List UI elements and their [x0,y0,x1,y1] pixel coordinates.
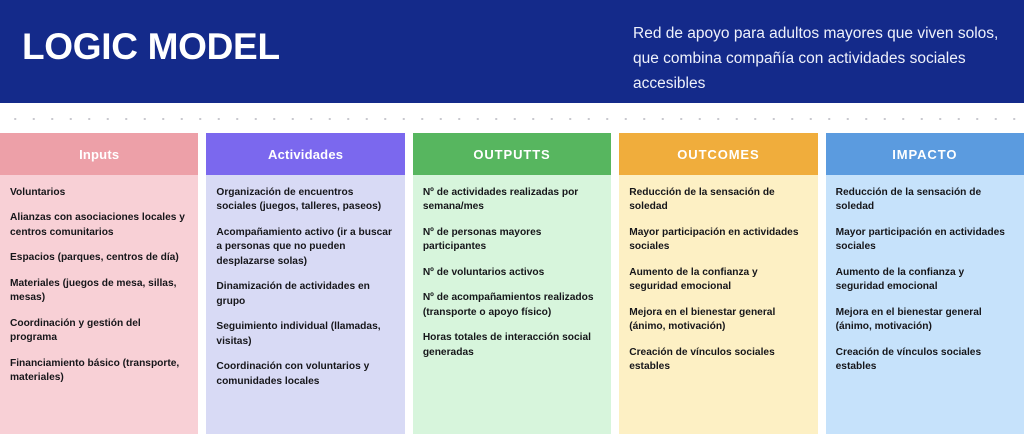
column-outputts [413,133,611,434]
list-item: Mayor participación en actividades sociales [835,226,1005,253]
column-body-actividades [206,175,404,434]
list-item: Acompañamiento activo (ir a buscar a personas que no pueden desplazarse solas) [216,226,392,267]
column-outcomes [619,133,817,434]
list-item: Organización de encuentros sociales (juegos, talleres, paseos) [216,187,382,213]
list-item: Nº de personas mayores participantes [422,226,542,253]
logic-model-columns [0,133,1024,434]
column-body-outcomes [619,175,817,434]
list-item: Dinamización de actividades en grupo [216,281,370,307]
list-item: Coordinación y gestión del programa [10,317,141,344]
column-actividades [206,133,404,434]
list-item: Materiales (juegos de mesa, sillas, mesas) [10,277,177,304]
list-item: Creación de vínculos sociales estables [629,346,775,373]
list-item: Aumento de la confianza y seguridad emocional [629,266,758,293]
list-item: Nº de voluntarios activos [422,266,545,278]
header-subtitle: Red de apoyo para adultos mayores que viven solos, que combina compañía con actividades sociales accesibles [633,25,999,93]
list-item: Seguimiento individual (llamadas, visitas) [216,321,381,347]
list-item: Nº de actividades realizadas por semana/mes [422,187,579,213]
list-item: Espacios (parques, centros de día) [10,252,179,264]
column-inputs [0,133,198,434]
column-body-inputs [0,175,198,434]
column-header-outputts[interactable]: OUTPUTTS [413,133,611,175]
list-item: Mejora en el bienestar general (ánimo, motivación) [835,306,982,333]
dot-grid-decoration [0,103,1024,133]
page-title: LOGIC MODEL [22,26,280,67]
column-header-inputs[interactable]: Inputs [0,133,198,175]
list-item: Reducción de la sensación de soledad [835,187,982,213]
list-item: Creación de vínculos sociales estables [835,346,982,373]
list-item: Coordinación con voluntarios y comunidades locales [216,361,370,387]
list-item: Mejora en el bienestar general (ánimo, motivación) [629,306,776,333]
column-header-impacto[interactable]: IMPACTO [826,133,1024,175]
column-impacto [826,133,1024,434]
list-item: Financiamiento básico (transporte, materiales) [10,357,180,384]
header-band [0,0,1024,103]
column-body-impacto [826,175,1024,434]
list-item: Horas totales de interacción social generadas [422,332,591,358]
list-item: Mayor participación en actividades sociales [629,226,799,253]
list-item: Alianzas con asociaciones locales y centros comunitarios [10,212,185,238]
column-header-outcomes[interactable]: OUTCOMES [619,133,817,175]
list-item: Voluntarios [10,187,66,198]
column-body-outputts [413,175,611,434]
list-item: Nº de acompañamientos realizados (transporte o apoyo físico) [422,292,594,318]
list-item: Reducción de la sensación de soledad [629,187,775,213]
column-header-actividades[interactable]: Actividades [206,133,404,175]
list-item: Aumento de la confianza y seguridad emocional [835,266,965,293]
